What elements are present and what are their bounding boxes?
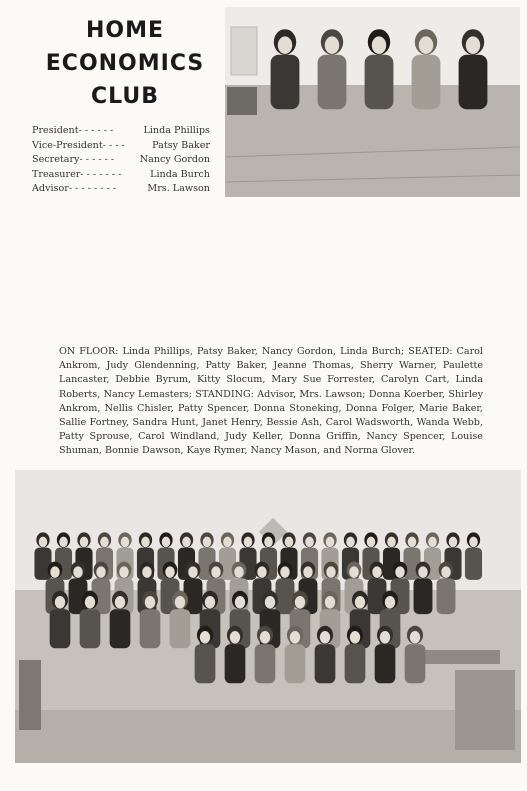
- officer-row: [32, 182, 210, 197]
- member-figure: [350, 631, 360, 644]
- member-figure: [50, 566, 59, 578]
- member-figure: [223, 537, 232, 547]
- member-figure: [73, 566, 82, 578]
- club-title: [40, 14, 210, 113]
- title-line-economics: ECONOMICS: [45, 51, 205, 76]
- member-figure: [303, 566, 312, 578]
- member-figure: [408, 537, 417, 547]
- member-figure: [145, 596, 155, 609]
- member-figure: [372, 36, 386, 54]
- member-figure: [260, 631, 270, 644]
- member-figure: [115, 596, 125, 609]
- member-figure: [326, 537, 335, 547]
- member-figure: [349, 566, 358, 578]
- officers-photo: [225, 7, 520, 197]
- member-figure: [285, 537, 294, 547]
- member-figure: [85, 596, 95, 609]
- member-figure: [244, 537, 253, 547]
- member-figure: [469, 537, 478, 547]
- officers-photo-illustration: [225, 7, 520, 197]
- officer-leader: - - - - - - -: [80, 168, 122, 180]
- member-figure: [278, 36, 292, 54]
- member-figure: [39, 537, 48, 547]
- member-figure: [410, 631, 420, 644]
- member-figure: [305, 537, 314, 547]
- member-figure: [290, 631, 300, 644]
- officer-row: [32, 153, 210, 168]
- officer-name: Patsy Baker: [152, 139, 210, 151]
- member-figure: [295, 596, 305, 609]
- photo-caption: ON FLOOR: Linda Phillips, Patsy Baker, Nancy Gordon, Linda Burch; SEATED: Carol Ankrom, Judy Glendenning, Patty Baker, Jeanne Thomas, Sherry Warner, Paulette Lancaster, Debbie Byrum, Kitty Slocum, Mary Sue Forrester, Carolyn Cart, Linda Roberts, Nancy Lemasters; STANDING: Advisor, Mrs. Lawson; Donna Koerber, Shirley Ankrom, Nellis Chisler, Patty Spencer, Donna Stoneking, Donna Folger, Marie Baker, Sallie Fortney, Sandra Hunt, Janet Henry, Bessie Ash, Carol Wadsworth, Wanda Webb, Patty Sprouse, Carol Windland, Judy Keller, Donna Griffin, Nancy Spencer, Louise Shuman, Bonnie Dawson, Kaye Rymer, Nancy Mason, and Norma Glover.: [59, 346, 483, 457]
- officer-role: Secretary: [32, 154, 80, 165]
- member-figure: [257, 566, 266, 578]
- member-figure: [175, 596, 185, 609]
- officer-leader: - - - - - -: [78, 125, 114, 136]
- officer-row: [32, 139, 210, 154]
- officer-row: [32, 168, 210, 183]
- member-figure: [55, 596, 65, 609]
- member-figure: [418, 566, 427, 578]
- club-group-photo: [15, 470, 521, 763]
- member-figure: [141, 537, 150, 547]
- member-figure: [234, 566, 243, 578]
- officer-name: Linda Burch: [150, 168, 210, 180]
- officer-name: Nancy Gordon: [139, 154, 210, 165]
- member-figure: [80, 537, 89, 547]
- officer-role: Advisor: [32, 183, 69, 194]
- member-figure: [419, 36, 433, 54]
- member-figure: [320, 631, 330, 644]
- member-figure: [203, 537, 212, 547]
- member-figure: [380, 631, 390, 644]
- officer-row: [32, 124, 210, 139]
- member-figure: [367, 537, 376, 547]
- member-figure: [96, 566, 105, 578]
- member-figure: [441, 566, 450, 578]
- member-figure: [387, 537, 396, 547]
- member-figure: [188, 566, 197, 578]
- officer-role: Treasurer: [32, 168, 81, 180]
- member-figure: [165, 566, 174, 578]
- member-figure: [230, 631, 240, 644]
- member-figure: [449, 537, 458, 547]
- officer-name: Linda Phillips: [143, 125, 210, 136]
- member-figure: [235, 596, 245, 609]
- member-figure: [119, 566, 128, 578]
- officer-role: Vice-President: [32, 139, 103, 151]
- officer-leader: - - - - - - - -: [68, 183, 117, 194]
- member-figure: [325, 36, 339, 54]
- title-line-club: CLUB: [90, 84, 159, 109]
- member-figure: [205, 596, 215, 609]
- member-figure: [59, 537, 68, 547]
- officer-name: Mrs. Lawson: [147, 183, 210, 194]
- member-figure: [162, 537, 171, 547]
- member-figure: [385, 596, 395, 609]
- officers-list: [32, 124, 210, 197]
- member-figure: [265, 596, 275, 609]
- officer-leader: - - - - - -: [79, 154, 115, 165]
- member-figure: [372, 566, 381, 578]
- member-figure: [428, 537, 437, 547]
- title-line-home: HOME: [85, 18, 165, 43]
- member-figure: [395, 566, 404, 578]
- officer-leader: - - - -: [102, 139, 125, 151]
- member-figure: [280, 566, 289, 578]
- member-figure: [200, 631, 210, 644]
- member-figure: [326, 566, 335, 578]
- member-figure: [142, 566, 151, 578]
- member-figure: [182, 537, 191, 547]
- member-figure: [100, 537, 109, 547]
- club-group-photo-illustration: [15, 470, 521, 763]
- member-figure: [325, 596, 335, 609]
- member-figure: [346, 537, 355, 547]
- member-figure: [264, 537, 273, 547]
- member-figure: [121, 537, 130, 547]
- member-figure: [355, 596, 365, 609]
- member-figure: [211, 566, 220, 578]
- officer-role: President: [32, 125, 79, 136]
- member-figure: [466, 36, 480, 54]
